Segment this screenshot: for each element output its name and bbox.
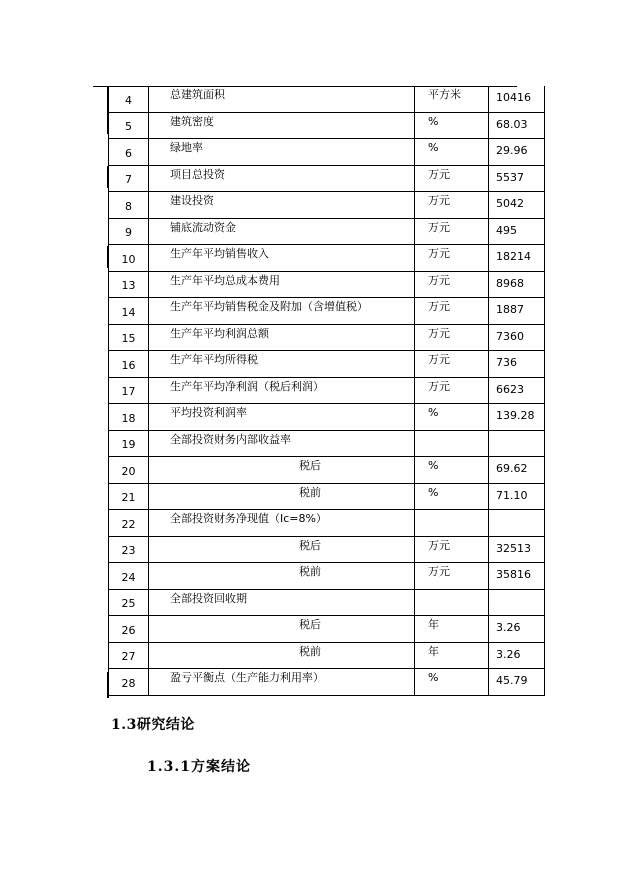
table-row — [109, 324, 545, 351]
table-row — [109, 298, 545, 325]
table-row — [109, 616, 545, 643]
unit-cell: 平方米 — [415, 86, 489, 112]
value-cell: 6623 — [489, 377, 545, 404]
indicator-name-cell: 全部投资回收期 — [149, 589, 415, 616]
indicator-name-cell: 全部投资财务净现值（Ic=8%） — [149, 510, 415, 537]
indicator-table-wrap — [108, 86, 535, 698]
table-row — [109, 563, 545, 590]
unit-cell: 万元 — [415, 536, 489, 563]
row-number-cell: 4 — [109, 86, 149, 112]
unit-cell: 万元 — [415, 298, 489, 325]
row-number-cell: 27 — [109, 642, 149, 669]
value-cell: 32513 — [489, 536, 545, 563]
table-row — [109, 642, 545, 669]
unit-cell: 万元 — [415, 324, 489, 351]
row-number-cell: 16 — [109, 351, 149, 378]
row-number-cell: 23 — [109, 536, 149, 563]
row-number-cell: 5 — [109, 112, 149, 139]
unit-cell: % — [415, 457, 489, 484]
unit-cell: 年 — [415, 642, 489, 669]
indicator-table-body — [109, 86, 545, 695]
indicator-name-cell: 税后 — [149, 536, 415, 563]
table-row — [109, 192, 545, 219]
value-cell: 3.26 — [489, 642, 545, 669]
unit-cell: % — [415, 139, 489, 166]
unit-cell: 万元 — [415, 377, 489, 404]
row-number-cell: 9 — [109, 218, 149, 245]
value-cell: 68.03 — [489, 112, 545, 139]
table-row — [109, 139, 545, 166]
indicator-name-cell: 建设投资 — [149, 192, 415, 219]
value-cell: 18214 — [489, 245, 545, 272]
row-number-cell: 25 — [109, 589, 149, 616]
table-row — [109, 245, 545, 272]
value-cell: 5537 — [489, 165, 545, 192]
indicator-name-cell: 生产年平均净利润（税后利润） — [149, 377, 415, 404]
indicator-name-cell: 总建筑面积 — [149, 86, 415, 112]
table-row — [109, 669, 545, 696]
value-cell: 69.62 — [489, 457, 545, 484]
value-cell: 29.96 — [489, 139, 545, 166]
left-edge-mark — [107, 246, 109, 268]
unit-cell: % — [415, 404, 489, 431]
value-cell: 10416 — [489, 86, 545, 112]
value-cell: 8968 — [489, 271, 545, 298]
left-edge-mark — [107, 86, 109, 134]
row-number-cell: 20 — [109, 457, 149, 484]
indicator-name-cell: 盈亏平衡点（生产能力利用率） — [149, 669, 415, 696]
table-row — [109, 457, 545, 484]
table-row — [109, 510, 545, 537]
table-row — [109, 86, 545, 112]
table-row — [109, 351, 545, 378]
unit-cell: 万元 — [415, 218, 489, 245]
unit-cell: 万元 — [415, 351, 489, 378]
unit-cell: 万元 — [415, 165, 489, 192]
value-cell: 139.28 — [489, 404, 545, 431]
table-row — [109, 218, 545, 245]
value-cell: 1887 — [489, 298, 545, 325]
left-edge-mark — [107, 672, 109, 698]
value-cell — [489, 430, 545, 457]
indicator-name-cell: 税后 — [149, 616, 415, 643]
row-number-cell: 15 — [109, 324, 149, 351]
table-row — [109, 589, 545, 616]
table-row — [109, 430, 545, 457]
row-number-cell: 13 — [109, 271, 149, 298]
indicator-table — [108, 86, 545, 696]
indicator-name-cell: 绿地率 — [149, 139, 415, 166]
row-number-cell: 7 — [109, 165, 149, 192]
row-number-cell: 19 — [109, 430, 149, 457]
unit-cell — [415, 589, 489, 616]
unit-cell — [415, 510, 489, 537]
row-number-cell: 14 — [109, 298, 149, 325]
indicator-name-cell: 平均投资利润率 — [149, 404, 415, 431]
row-number-cell: 24 — [109, 563, 149, 590]
indicator-name-cell: 生产年平均利润总额 — [149, 324, 415, 351]
indicator-name-cell: 税前 — [149, 563, 415, 590]
table-row — [109, 112, 545, 139]
indicator-name-cell: 税前 — [149, 483, 415, 510]
row-number-cell: 17 — [109, 377, 149, 404]
row-number-cell: 28 — [109, 669, 149, 696]
row-number-cell: 8 — [109, 192, 149, 219]
value-cell: 5042 — [489, 192, 545, 219]
unit-cell: 万元 — [415, 271, 489, 298]
value-cell: 736 — [489, 351, 545, 378]
row-number-cell: 18 — [109, 404, 149, 431]
table-row — [109, 271, 545, 298]
table-row — [109, 483, 545, 510]
value-cell: 3.26 — [489, 616, 545, 643]
value-cell: 495 — [489, 218, 545, 245]
value-cell — [489, 589, 545, 616]
indicator-name-cell: 项目总投资 — [149, 165, 415, 192]
indicator-name-cell: 税前 — [149, 642, 415, 669]
row-number-cell: 21 — [109, 483, 149, 510]
table-row — [109, 377, 545, 404]
indicator-name-cell: 建筑密度 — [149, 112, 415, 139]
table-row — [109, 165, 545, 192]
indicator-name-cell: 全部投资财务内部收益率 — [149, 430, 415, 457]
left-edge-mark — [107, 166, 109, 188]
section-heading: 1.3研究结论 — [111, 717, 195, 733]
table-row — [109, 404, 545, 431]
indicator-name-cell: 铺底流动资金 — [149, 218, 415, 245]
unit-cell: 年 — [415, 616, 489, 643]
row-number-cell: 26 — [109, 616, 149, 643]
unit-cell: 万元 — [415, 563, 489, 590]
value-cell: 7360 — [489, 324, 545, 351]
unit-cell — [415, 430, 489, 457]
unit-cell: 万元 — [415, 245, 489, 272]
indicator-name-cell: 生产年平均销售税金及附加（含增值税） — [149, 298, 415, 325]
row-number-cell: 6 — [109, 139, 149, 166]
indicator-name-cell: 生产年平均所得税 — [149, 351, 415, 378]
indicator-name-cell: 税后 — [149, 457, 415, 484]
row-number-cell: 22 — [109, 510, 149, 537]
unit-cell: % — [415, 483, 489, 510]
value-cell: 35816 — [489, 563, 545, 590]
unit-cell: 万元 — [415, 192, 489, 219]
value-cell: 45.79 — [489, 669, 545, 696]
unit-cell: % — [415, 112, 489, 139]
value-cell: 71.10 — [489, 483, 545, 510]
subsection-heading: 1.3.1方案结论 — [147, 759, 251, 775]
value-cell — [489, 510, 545, 537]
indicator-name-cell: 生产年平均总成本费用 — [149, 271, 415, 298]
table-row — [109, 536, 545, 563]
row-number-cell: 10 — [109, 245, 149, 272]
unit-cell: % — [415, 669, 489, 696]
indicator-name-cell: 生产年平均销售收入 — [149, 245, 415, 272]
